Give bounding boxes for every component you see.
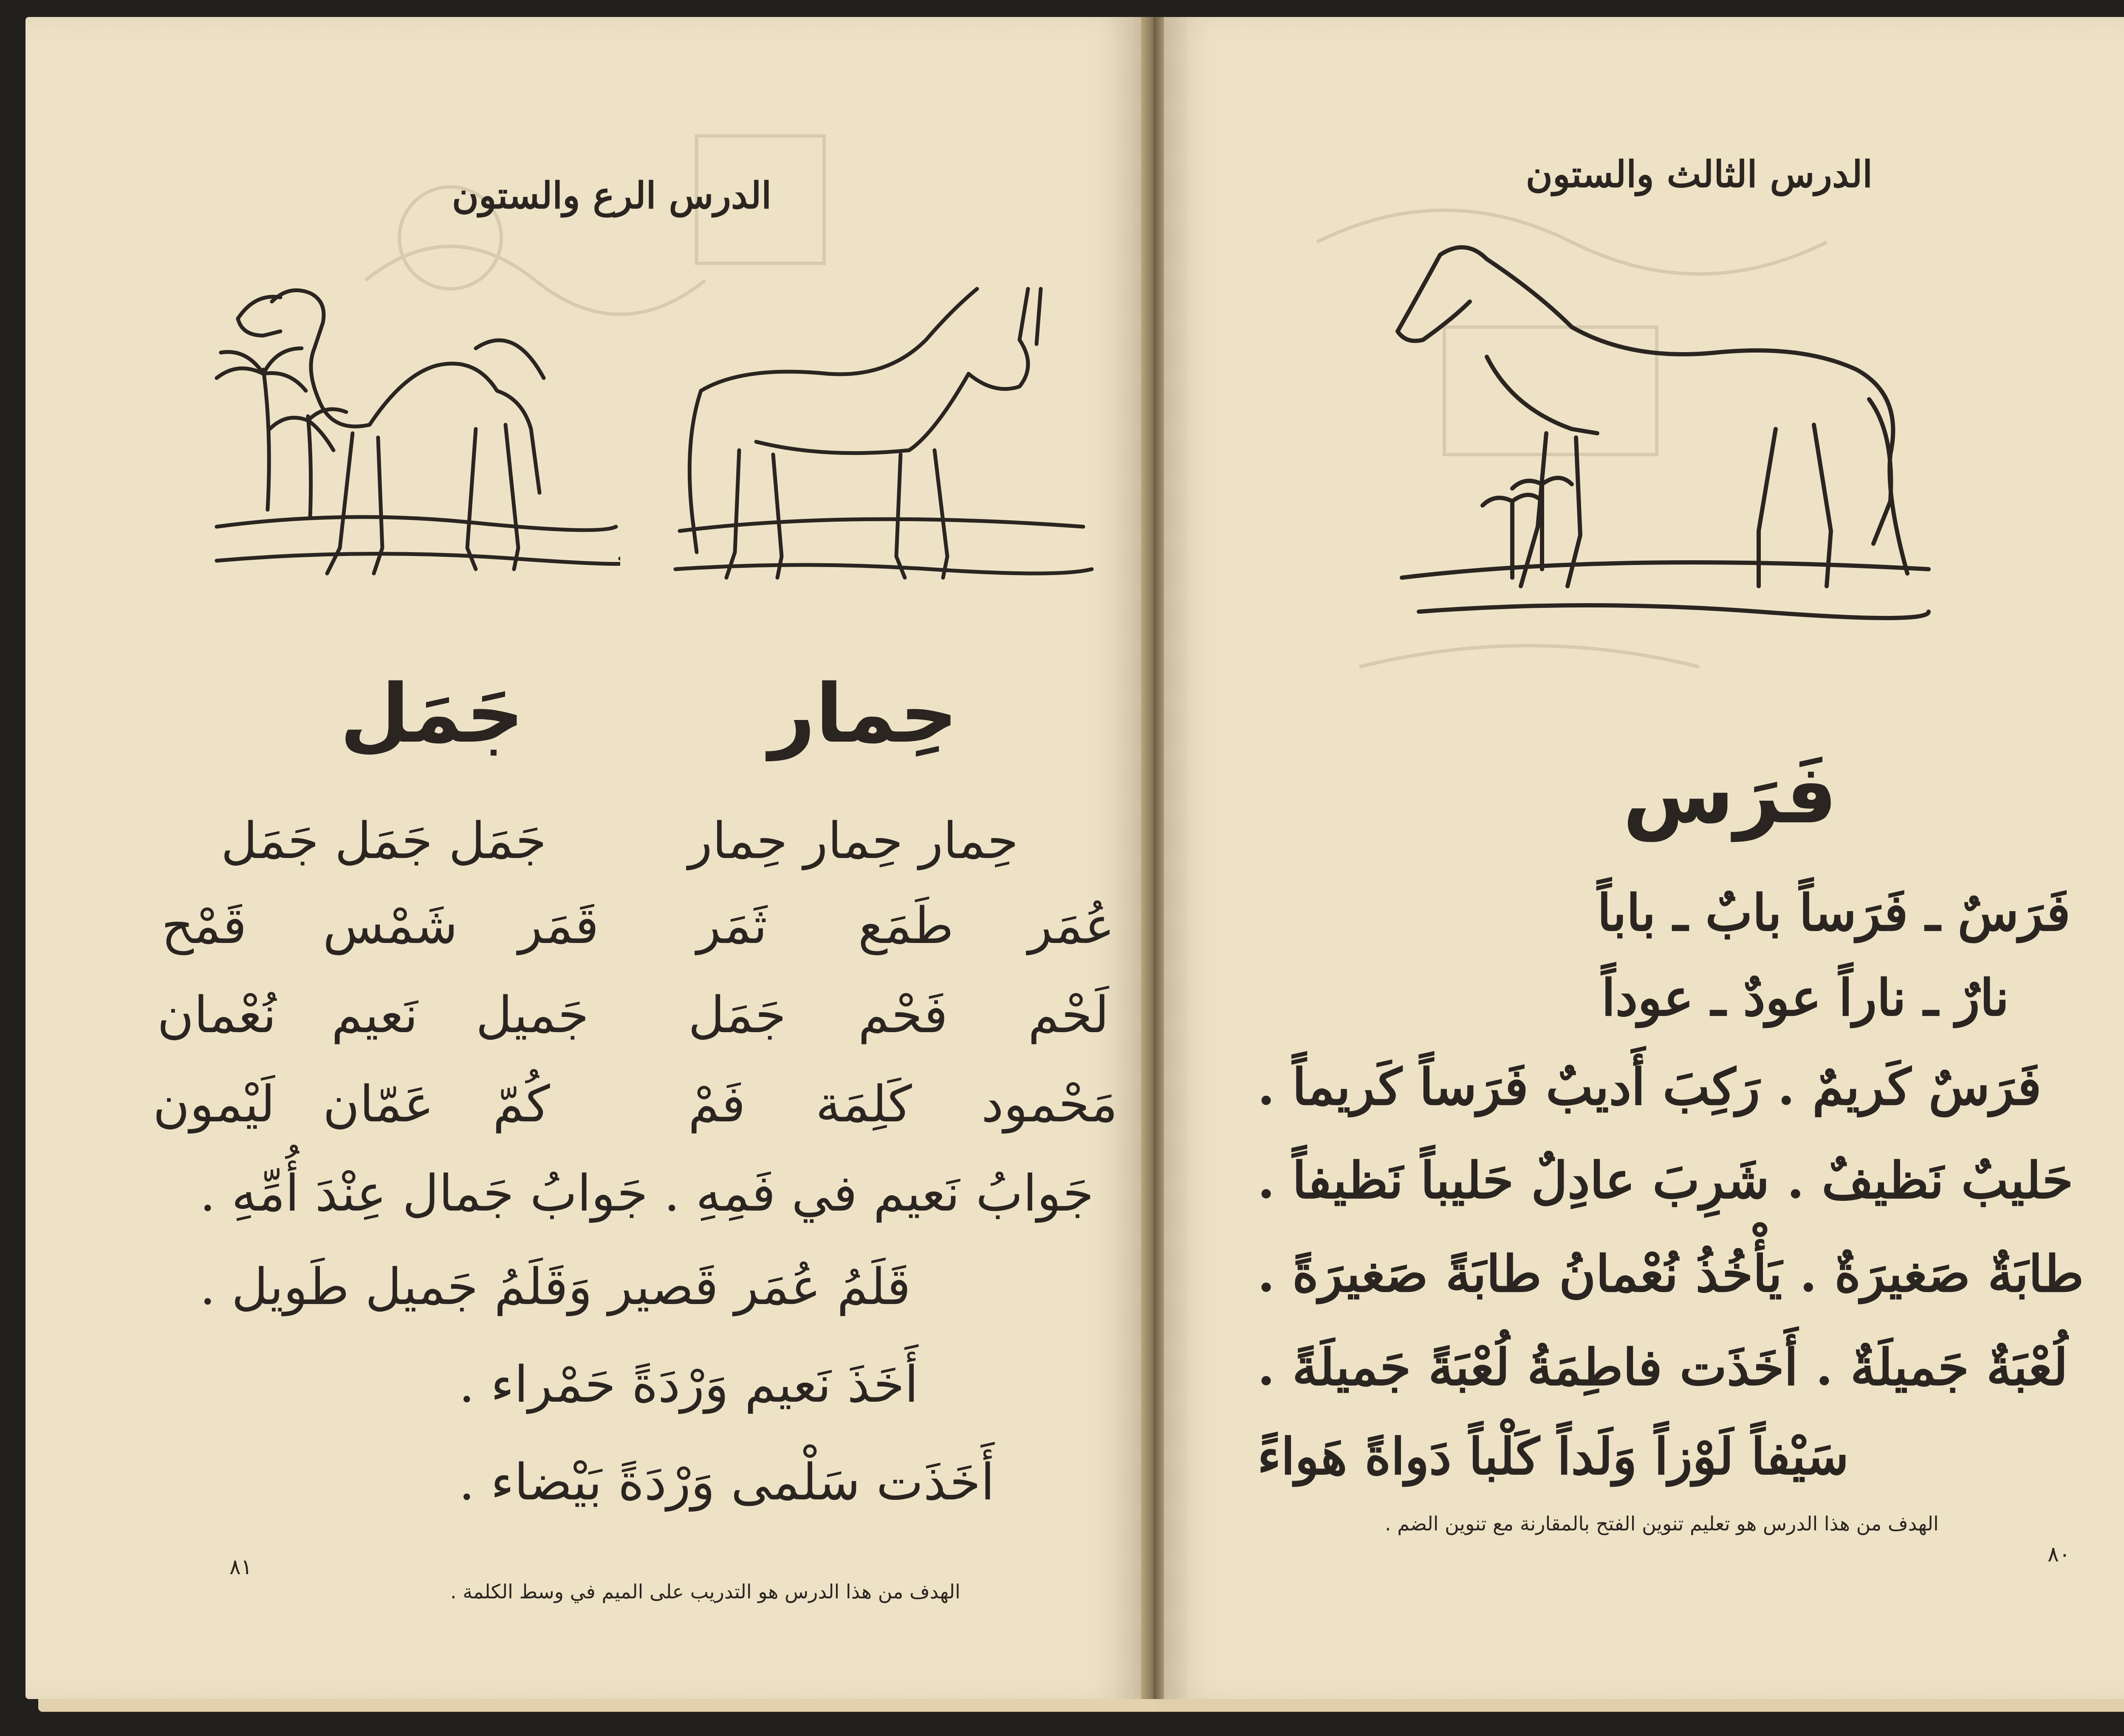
page-number: ٨٠ — [2048, 1542, 2070, 1567]
donkey-illustration — [671, 263, 1096, 633]
word-line3-6: نُعْمان — [157, 985, 277, 1044]
word-line4-1: مَحْمود — [981, 1075, 1118, 1133]
lesson-goal-note: الهدف من هذا الدرس هو التدريب على الميم في وسط الكلمة . — [450, 1580, 960, 1603]
camel-illustration — [212, 263, 620, 633]
word-donkey: حِمار — [769, 667, 958, 761]
word-line4-5: عَمّان — [323, 1075, 434, 1133]
word-line4-3: فَمْ — [688, 1075, 746, 1133]
word-line2-2: طَمَع — [858, 896, 954, 955]
word-line4-2: كَلِمَة — [816, 1075, 912, 1133]
left-page — [25, 17, 1143, 1699]
text-line-3: فَرَسٌ كَريمٌ . رَكِبَ أَديبٌ فَرَساً كَريماً . — [1257, 1057, 2042, 1116]
page-number: ٨١ — [229, 1555, 252, 1579]
word-line2-5: شَمْس — [323, 896, 458, 955]
sentence-line-6: قَلَمُ عُمَر قَصير وَقَلَمُ جَميل طَويل . — [200, 1257, 911, 1316]
word-line4-4: كُمّ — [493, 1075, 550, 1133]
text-line-1b: حِمار حِمار حِمار — [688, 811, 1019, 870]
text-line-4: حَليبٌ نَظيفٌ . شَرِبَ عادِلٌ حَليباً نَظيفاً . — [1257, 1151, 2073, 1210]
sentence-line-8: أَخَذَت سَلْمى وَرْدَةً بَيْضاء . — [459, 1453, 995, 1511]
text-line-6: لُعْبَةٌ جَميلَةٌ . أَخَذَت فاطِمَةُ لُعْبَةً جَميلَةً . — [1257, 1338, 2068, 1397]
word-line3-1: لَحْم — [1028, 985, 1109, 1044]
lesson-title: الدرس الثالث والستون — [1525, 153, 1873, 196]
right-page — [1164, 17, 2124, 1699]
word-line2-3: ثَمَر — [697, 896, 768, 955]
word-line3-2: فَحْم — [858, 985, 948, 1044]
word-line3-5: نَعيم — [331, 985, 418, 1044]
lesson-title: الدرس الرع والستون — [452, 174, 772, 217]
word-line2-6: قَمْح — [161, 896, 247, 955]
text-line-2: نارٌ ـ ناراً عودٌ ـ عوداً — [1601, 968, 2009, 1027]
word-horse: فَرَس — [1623, 748, 1837, 841]
text-line-5: طابَةٌ صَغيرَةٌ . يَأْخُذُ نُعْمانُ طابَةً صَغيرَةً . — [1257, 1244, 2084, 1303]
sentence-line-7: أَخَذَ نَعيم وَرْدَةً حَمْراء . — [459, 1355, 918, 1414]
word-camel: جَمَل — [340, 667, 524, 761]
text-line-1a: جَمَل جَمَل جَمَل — [221, 811, 547, 870]
word-line2-1: عُمَر — [1028, 896, 1115, 955]
horse-illustration — [1393, 238, 1937, 705]
open-book — [25, 17, 2124, 1720]
word-line4-6: لَيْمون — [153, 1075, 275, 1133]
text-line-1: فَرَسٌ ـ فَرَساً بابٌ ـ باباً — [1597, 883, 2070, 942]
sentence-line-5: جَوابُ نَعيم في فَمِهِ . جَوابُ جَمال عِنْدَ أُمِّهِ . — [200, 1164, 1094, 1222]
text-line-7: سَيْفاً لَوْزاً وَلَداً كَلْباً دَواةً هَواءً — [1257, 1427, 1849, 1486]
word-line3-3: جَمَل — [688, 985, 786, 1044]
word-line3-4: جَميل — [476, 985, 589, 1044]
book-spine — [1141, 17, 1166, 1699]
word-line2-4: قَمَر — [518, 896, 599, 955]
lesson-goal-note: الهدف من هذا الدرس هو تعليم تنوين الفتح بالمقارنة مع تنوين الضم . — [1385, 1512, 1939, 1535]
